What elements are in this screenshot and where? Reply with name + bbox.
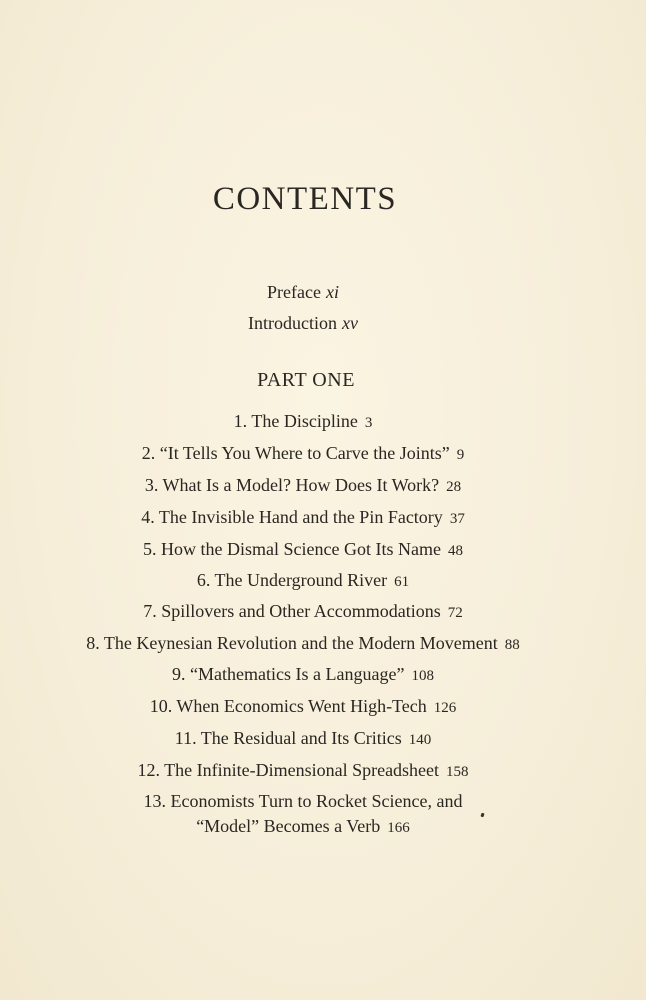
toc-entry-page: 158 bbox=[446, 764, 469, 780]
toc-entry-label: 11. The Residual and Its Critics bbox=[174, 728, 402, 748]
toc-entry-chapter-1 bbox=[0, 411, 606, 432]
toc-entry-page: xi bbox=[325, 282, 339, 302]
toc-entry-label: 10. When Economics Went High-Tech bbox=[149, 696, 427, 716]
toc-entry-page: 88 bbox=[504, 637, 520, 653]
toc-entry-label: 6. The Underground River bbox=[196, 570, 388, 590]
toc-entry-page: 140 bbox=[408, 732, 432, 748]
toc-entry-introduction bbox=[0, 313, 606, 334]
toc-entry-page: 48 bbox=[447, 543, 463, 559]
toc-entry-label: 13. Economists Turn to Rocket Science, and bbox=[143, 791, 463, 811]
toc-entry-page: 166 bbox=[387, 820, 410, 836]
toc-entry-chapter-10 bbox=[0, 696, 606, 717]
part-heading: PART ONE bbox=[257, 369, 355, 391]
toc-entry-label: 9. “Mathematics Is a Language” bbox=[172, 664, 405, 684]
toc-entry-page: 3 bbox=[364, 415, 373, 431]
toc-entry-label: 5. How the Dismal Science Got Its Name bbox=[143, 539, 441, 559]
toc-entry-page: 126 bbox=[433, 700, 457, 716]
toc-entry-label: “Model” Becomes a Verb bbox=[196, 816, 381, 836]
page-title: CONTENTS bbox=[212, 181, 398, 217]
toc-entry-page: 9 bbox=[456, 447, 465, 463]
toc-entry-chapter-4 bbox=[0, 507, 606, 528]
toc-entry-chapter-5 bbox=[0, 539, 606, 560]
toc-entry-label: Preface bbox=[267, 282, 321, 302]
toc-entry-label: 1. The Discipline bbox=[233, 411, 358, 431]
toc-entry-page: 28 bbox=[446, 479, 462, 495]
toc-entry-page: 72 bbox=[447, 605, 463, 621]
toc-entry-chapter-9 bbox=[0, 664, 606, 685]
toc-entry-label: 2. “It Tells You Where to Carve the Joints” bbox=[141, 443, 450, 463]
toc-entry-label: 12. The Infinite-Dimensional Spreadsheet bbox=[137, 760, 440, 780]
toc-entry-label: Introduction bbox=[248, 313, 337, 333]
toc-entry-label: 3. What Is a Model? How Does It Work? bbox=[144, 475, 440, 495]
toc-entry-label: 4. The Invisible Hand and the Pin Factory bbox=[141, 507, 443, 527]
toc-entry-chapter-3 bbox=[0, 475, 606, 496]
toc-entry-chapter-12 bbox=[0, 760, 606, 781]
toc-entry-chapter-6 bbox=[0, 570, 606, 591]
toc-entry-label: 7. Spillovers and Other Accommodations bbox=[143, 601, 441, 621]
toc-entry-page: 108 bbox=[411, 668, 434, 684]
toc-entry-preface bbox=[0, 282, 606, 303]
toc-entry-chapter-8 bbox=[0, 633, 606, 654]
toc-entry-chapter-2 bbox=[0, 443, 606, 464]
toc-entry-chapter-13-line1 bbox=[0, 791, 606, 812]
toc-entry-page: xv bbox=[342, 313, 358, 333]
toc-entry-label: 8. The Keynesian Revolution and the Modern Movement bbox=[86, 633, 498, 653]
toc-entry-chapter-7 bbox=[0, 601, 606, 622]
toc-entry-chapter-11 bbox=[0, 728, 606, 749]
toc-entry-page: 37 bbox=[449, 511, 465, 527]
toc-entry-page: 61 bbox=[394, 574, 410, 590]
toc-entry-chapter-13-line2 bbox=[0, 816, 606, 837]
